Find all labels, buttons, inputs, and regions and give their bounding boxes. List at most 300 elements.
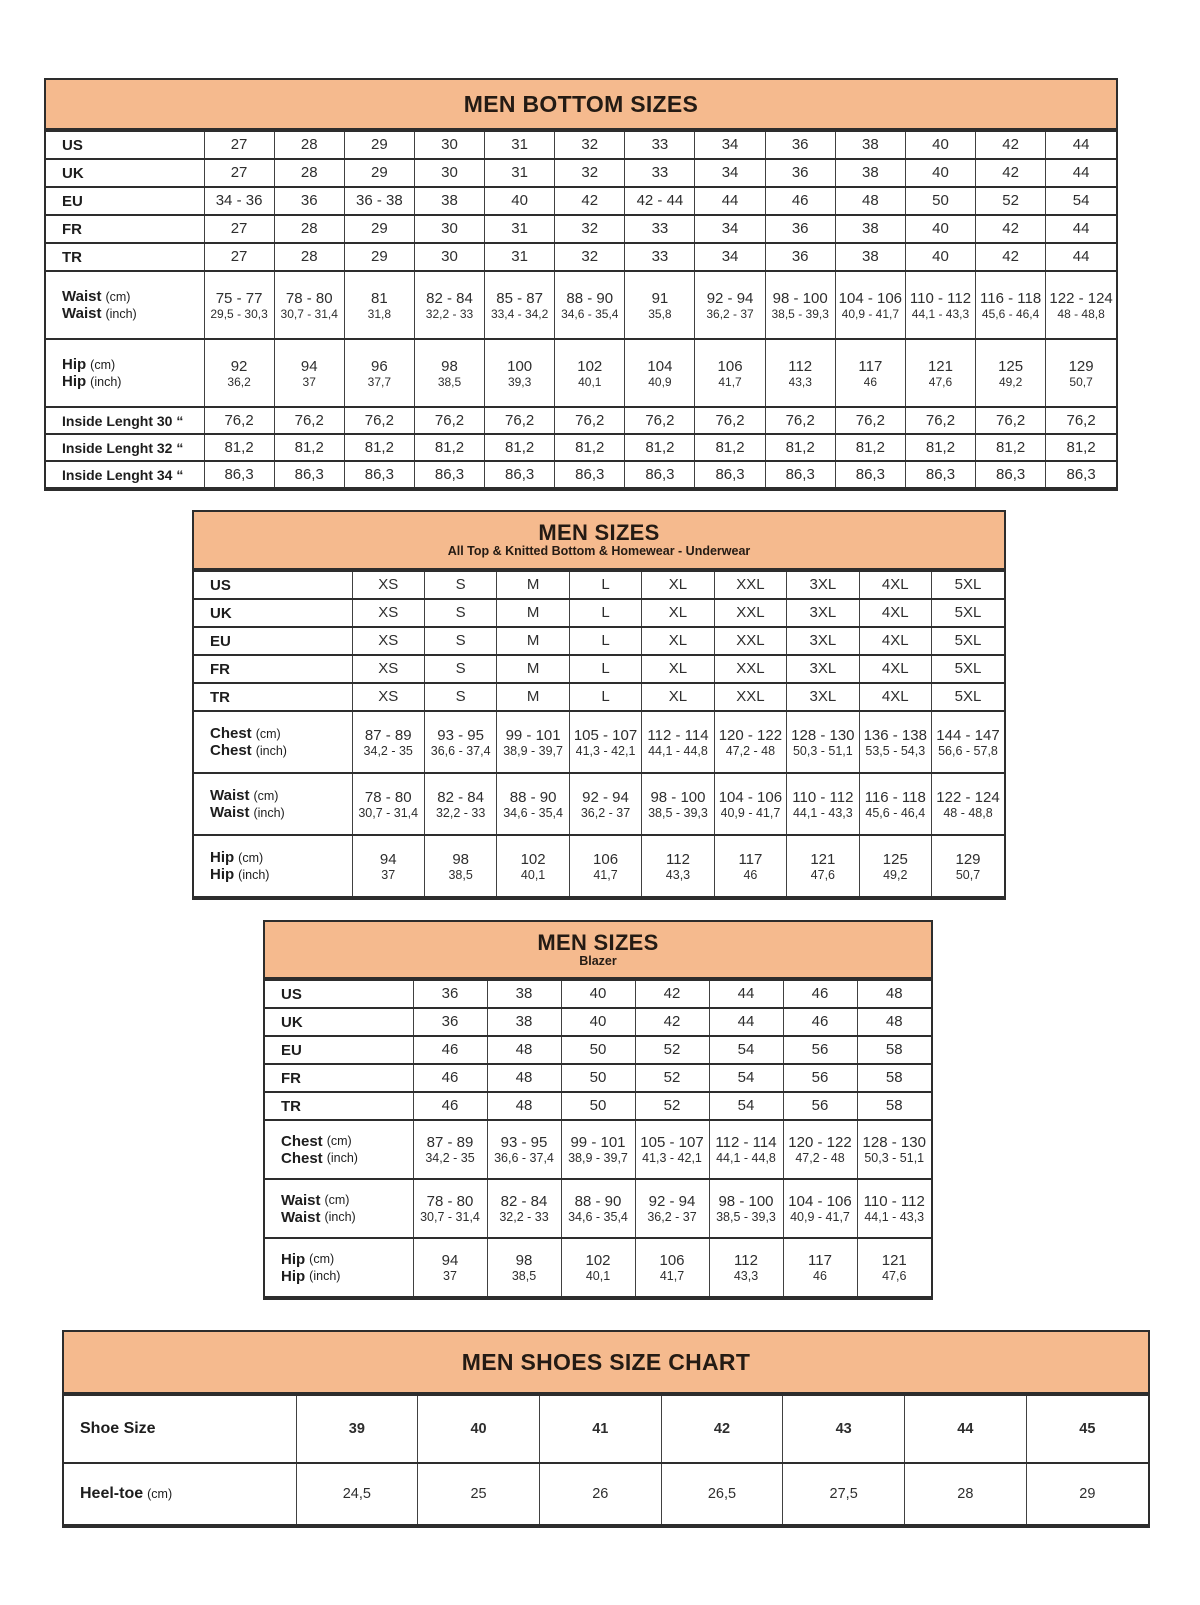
cell-value: 94 [441, 1252, 459, 1269]
row-label-top [281, 1133, 413, 1150]
row-label-unit: (inch) [255, 743, 287, 758]
value-cell [561, 1092, 635, 1120]
men-shoes-size-chart-grid [64, 1394, 1148, 1526]
cell-top [414, 1252, 487, 1269]
cell-value: 48 [515, 1097, 533, 1114]
row-label-text: Hip [62, 356, 87, 373]
value-cell [625, 434, 695, 461]
row-label-text: Inside Lenght 30 “ [62, 412, 184, 429]
value-cell [344, 461, 414, 488]
cell-value: 33 [651, 164, 669, 181]
cell-value: 34,2 - 35 [363, 743, 413, 758]
cell-value: 32 [581, 248, 599, 265]
value-cell [783, 1238, 857, 1297]
cell-bottom [414, 1151, 487, 1165]
row-label-cell [194, 571, 352, 599]
row-label-unit: (inch) [324, 1210, 356, 1224]
row-label-cell [265, 1064, 413, 1092]
row-label-cell [265, 1008, 413, 1036]
value-cell [497, 835, 569, 897]
cell-value: 86,3 [364, 465, 394, 483]
cell-bottom [976, 375, 1045, 389]
cell-bottom [642, 868, 713, 882]
cell-value: 76,2 [575, 411, 605, 429]
value-cell [714, 599, 786, 627]
cell-value: 54 [737, 1041, 755, 1058]
cell-bottom [275, 307, 344, 321]
men-bottom-sizes-table [44, 78, 1118, 491]
table-row [46, 339, 1116, 407]
row-label [281, 1070, 413, 1087]
cell-value: 3XL [809, 688, 837, 705]
cell-value: 36,2 - 37 [647, 1210, 697, 1224]
cell-value: 94 [300, 357, 318, 375]
row-label [210, 605, 352, 622]
cell-value: 29 [1079, 1486, 1096, 1502]
value-cell [204, 243, 274, 271]
value-cell [835, 187, 905, 215]
cell-bottom [695, 307, 764, 321]
cell-value: 86,3 [575, 465, 605, 483]
value-cell [344, 271, 414, 339]
row-label-cell [64, 1395, 296, 1463]
cell-value: 30 [441, 220, 458, 237]
table-header [194, 512, 1004, 570]
cell-value: 37 [381, 867, 396, 882]
cell-value: 40 [589, 985, 607, 1002]
cell-value: 37 [443, 1269, 457, 1283]
value-cell [274, 407, 344, 434]
row-label [62, 288, 130, 305]
row-label-bottom [281, 1268, 413, 1285]
cell-bottom [784, 1210, 857, 1224]
value-cell [709, 1120, 783, 1179]
cell-top [784, 1134, 857, 1151]
row-label-text: US [210, 576, 231, 594]
row-label-top [210, 787, 352, 804]
value-cell [905, 187, 975, 215]
value-cell [424, 655, 496, 683]
value-cell [625, 243, 695, 271]
cell-value: 34,6 - 35,4 [568, 1210, 628, 1224]
value-cell [274, 159, 344, 187]
cell-value: 34 [721, 248, 739, 265]
cell-value: 41,7 [659, 1269, 685, 1283]
value-cell [274, 187, 344, 215]
cell-top [710, 1193, 783, 1210]
cell-value: 106 [593, 850, 619, 868]
value-cell [905, 339, 975, 407]
value-cell [413, 1008, 487, 1036]
value-cell [424, 599, 496, 627]
cell-value: 42 [1002, 248, 1019, 265]
cell-top [766, 290, 835, 307]
cell-value: 76,2 [715, 411, 745, 429]
row-label-unit: (cm) [326, 1134, 352, 1148]
cell-bottom [555, 307, 624, 321]
cell-bottom [414, 1210, 487, 1224]
row-label-text: FR [62, 220, 82, 238]
value-cell [497, 655, 569, 683]
cell-value: 38 [515, 1013, 533, 1030]
value-cell [424, 571, 496, 599]
cell-top [625, 290, 694, 307]
value-cell [487, 1092, 561, 1120]
cell-top [906, 358, 975, 375]
cell-top [715, 851, 786, 868]
row-label-cell [46, 215, 204, 243]
cell-value: 33,4 - 34,2 [490, 306, 549, 321]
value-cell [561, 1179, 635, 1238]
cell-bottom [858, 1269, 932, 1283]
cell-value: 44 [1072, 220, 1090, 237]
value-cell [976, 339, 1046, 407]
value-cell [661, 1463, 783, 1525]
row-label-unit: (cm) [238, 850, 264, 865]
cell-value: 40 [932, 136, 949, 153]
row-label-text: UK [281, 1013, 303, 1031]
cell-value: 98 - 100 [718, 1193, 774, 1210]
row-label [281, 1014, 413, 1031]
row-label [281, 1150, 358, 1167]
cell-value: 36 [791, 220, 809, 237]
row-label [80, 1420, 296, 1438]
value-cell [569, 599, 641, 627]
value-cell [485, 461, 555, 488]
cell-value: 81,2 [645, 438, 675, 456]
cell-top [642, 727, 713, 744]
value-cell [714, 655, 786, 683]
row-label [62, 467, 204, 483]
cell-value: 56 [811, 1069, 829, 1086]
value-cell [414, 187, 484, 215]
cell-bottom [1046, 307, 1116, 321]
value-cell [414, 339, 484, 407]
cell-value: 117 [738, 850, 763, 868]
cell-value: 106 [717, 357, 743, 375]
cell-value: S [455, 632, 466, 649]
cell-bottom [415, 375, 484, 389]
row-label [210, 866, 269, 883]
row-label-unit: (cm) [90, 357, 116, 372]
row-label [210, 725, 281, 742]
cell-top [787, 789, 858, 806]
value-cell [835, 131, 905, 159]
value-cell [714, 627, 786, 655]
value-cell [414, 461, 484, 488]
cell-value: 44 [737, 1013, 755, 1030]
cell-value: 78 - 80 [285, 289, 333, 307]
row-label-cell [265, 1120, 413, 1179]
cell-value: 56,6 - 57,8 [938, 743, 998, 758]
cell-value: 85 - 87 [496, 289, 543, 307]
value-cell [344, 339, 414, 407]
cell-value: 5XL [954, 604, 982, 621]
value-cell [695, 187, 765, 215]
cell-value: 27 [230, 248, 248, 265]
value-cell [274, 461, 344, 488]
cell-value: 30 [441, 164, 458, 181]
value-cell [765, 271, 835, 339]
row-label-text: Hip [62, 373, 87, 390]
value-cell [932, 627, 1005, 655]
cell-top [488, 1193, 561, 1210]
row-label-unit: (inch) [253, 805, 285, 820]
value-cell [976, 461, 1046, 488]
cell-value: 48 [861, 192, 879, 209]
value-cell [695, 339, 765, 407]
value-cell [859, 655, 931, 683]
table-header [64, 1332, 1148, 1394]
value-cell [1026, 1395, 1148, 1463]
cell-value: 36,2 - 37 [706, 306, 754, 321]
cell-value: 44 [737, 985, 755, 1002]
value-cell [905, 271, 975, 339]
cell-value: 125 [882, 850, 908, 868]
value-cell [424, 773, 496, 835]
table-title: MEN SIZES [537, 929, 659, 955]
row-label-text: Inside Lenght 34 “ [62, 466, 184, 483]
value-cell [765, 461, 835, 488]
cell-value: 86,3 [1066, 465, 1096, 483]
value-cell [625, 187, 695, 215]
cell-value: 50 [589, 1097, 607, 1114]
cell-value: 54 [1072, 192, 1090, 209]
value-cell [569, 835, 641, 897]
cell-value: 81 [371, 289, 388, 307]
row-label-text: Chest [281, 1149, 323, 1167]
cell-value: 40 [932, 220, 949, 237]
row-label-cell [46, 243, 204, 271]
row-label-text: Hip [281, 1250, 306, 1268]
row-label-text: UK [210, 604, 232, 622]
cell-top [695, 290, 764, 307]
row-label-text: US [62, 136, 83, 154]
cell-top [497, 789, 568, 806]
cell-bottom [488, 1210, 561, 1224]
value-cell [1046, 407, 1116, 434]
row-label-cell [46, 339, 204, 407]
cell-value: 36 [791, 248, 809, 265]
cell-value: 30 [441, 136, 458, 153]
value-cell [497, 599, 569, 627]
cell-value: L [601, 632, 610, 649]
row-label-text: Waist [62, 305, 102, 322]
cell-top [710, 1134, 783, 1151]
value-cell [642, 683, 714, 711]
value-cell [485, 407, 555, 434]
value-cell [413, 1092, 487, 1120]
row-label [62, 137, 204, 154]
cell-bottom [715, 868, 786, 882]
cell-value: 48 [515, 1069, 533, 1086]
value-cell [352, 627, 424, 655]
cell-value: 32 [581, 164, 599, 181]
cell-value: 42 [581, 192, 599, 209]
cell-bottom [710, 1151, 783, 1165]
cell-top [636, 1134, 709, 1151]
cell-value: 43,3 [788, 374, 812, 389]
cell-value: 92 - 94 [706, 289, 754, 307]
cell-value: 76,2 [785, 411, 815, 429]
value-cell [859, 683, 931, 711]
cell-value: 46 [441, 1069, 459, 1086]
cell-bottom [488, 1269, 561, 1283]
row-label-cell [46, 131, 204, 159]
row-label-cell [46, 434, 204, 461]
cell-bottom [860, 806, 931, 820]
cell-value: L [601, 576, 610, 593]
value-cell [714, 711, 786, 773]
cell-top [353, 727, 424, 744]
cell-value: 47,6 [928, 374, 953, 389]
cell-value: 38,5 - 39,3 [648, 805, 708, 820]
row-label [210, 577, 352, 594]
cell-value: 98 - 100 [650, 788, 706, 806]
row-label-unit: (inch) [90, 374, 122, 389]
value-cell [344, 215, 414, 243]
row-label-cell [194, 655, 352, 683]
row-label-cell [265, 980, 413, 1008]
cell-bottom [570, 806, 641, 820]
cell-value: 30,7 - 31,4 [358, 805, 419, 820]
cell-value: 110 - 112 [863, 1193, 925, 1210]
cell-value: 48 - 48,8 [943, 805, 993, 820]
cell-value: 4XL [881, 576, 909, 593]
value-cell [765, 407, 835, 434]
value-cell [274, 243, 344, 271]
cell-value: S [455, 688, 466, 705]
cell-top [932, 851, 1004, 868]
value-cell [274, 131, 344, 159]
value-cell [783, 1120, 857, 1179]
cell-value: 50 [932, 192, 949, 209]
value-cell [497, 773, 569, 835]
cell-value: 47,6 [810, 867, 836, 882]
cell-value: 58 [885, 1069, 903, 1086]
cell-value: 38,5 [448, 867, 473, 882]
cell-value: 112 [734, 1252, 758, 1269]
cell-value: 41,3 - 42,1 [575, 743, 636, 758]
value-cell [976, 434, 1046, 461]
cell-top [1046, 358, 1116, 375]
table-row [46, 461, 1116, 488]
value-cell [569, 655, 641, 683]
cell-bottom [860, 744, 931, 758]
cell-bottom [715, 806, 786, 820]
value-cell [561, 1064, 635, 1092]
table-row [194, 835, 1004, 897]
row-label [281, 1268, 340, 1285]
cell-value: 46 [743, 867, 758, 882]
row-label-text: TR [281, 1097, 301, 1115]
cell-value: 5XL [954, 688, 982, 705]
value-cell [1046, 131, 1116, 159]
cell-value: 44,1 - 43,3 [864, 1210, 925, 1224]
cell-value: 41,3 - 42,1 [642, 1151, 702, 1165]
row-label [210, 804, 285, 821]
cell-value: 86,3 [294, 465, 324, 483]
cell-value: 56 [811, 1041, 829, 1058]
cell-value: 76,2 [996, 411, 1026, 429]
cell-top [205, 358, 274, 375]
value-cell [204, 407, 274, 434]
cell-value: 40,1 [585, 1269, 611, 1283]
cell-value: 87 - 89 [426, 1134, 474, 1151]
value-cell [204, 271, 274, 339]
value-cell [555, 461, 625, 488]
cell-value: 121 [881, 1252, 907, 1269]
value-cell [765, 187, 835, 215]
cell-bottom [836, 375, 905, 389]
cell-value: 42 [713, 1421, 731, 1437]
cell-value: 3XL [809, 632, 837, 649]
value-cell [635, 980, 709, 1008]
value-cell [485, 271, 555, 339]
cell-value: 50 [589, 1041, 607, 1058]
cell-value: 42 [1002, 136, 1019, 153]
cell-value: 38,9 - 39,7 [503, 743, 563, 758]
cell-value: 45,6 - 46,4 [981, 306, 1040, 321]
cell-value: 105 - 107 [573, 726, 638, 744]
cell-value: 38 [515, 985, 533, 1002]
cell-value: 47,2 - 48 [725, 743, 776, 758]
cell-value: 125 [998, 357, 1024, 375]
value-cell [695, 159, 765, 187]
cell-bottom [1046, 375, 1116, 389]
cell-value: 31 [511, 136, 528, 153]
cell-bottom [555, 375, 624, 389]
cell-value: 117 [858, 357, 883, 375]
cell-bottom [858, 1210, 932, 1224]
cell-value: 36 [300, 192, 318, 209]
cell-value: 81,2 [294, 438, 324, 456]
cell-bottom [414, 1269, 487, 1283]
row-label-top [210, 849, 352, 866]
value-cell [709, 1179, 783, 1238]
table-row [64, 1395, 1148, 1463]
value-cell [835, 159, 905, 187]
value-cell [783, 1179, 857, 1238]
cell-value: XXL [736, 688, 765, 705]
value-cell [555, 215, 625, 243]
row-label-cell [46, 461, 204, 488]
row-label-bottom [210, 866, 352, 883]
cell-value: 42 - 44 [636, 192, 684, 209]
value-cell [835, 271, 905, 339]
cell-value: 116 - 118 [864, 788, 926, 806]
cell-top [932, 789, 1004, 806]
cell-value: 40,9 - 41,7 [720, 805, 781, 820]
cell-value: 81,2 [715, 438, 745, 456]
cell-value: 43,3 [665, 867, 691, 882]
cell-value: 38 [441, 192, 458, 209]
row-label-cell [194, 627, 352, 655]
cell-value: 112 - 114 [715, 1134, 777, 1151]
cell-value: 121 [810, 850, 836, 868]
value-cell [835, 434, 905, 461]
cell-top [555, 290, 624, 307]
cell-top [787, 851, 858, 868]
row-label-top [281, 1192, 413, 1209]
row-label [62, 356, 115, 373]
cell-bottom [642, 806, 713, 820]
value-cell [714, 571, 786, 599]
value-cell [555, 159, 625, 187]
cell-value: 28 [300, 248, 318, 265]
value-cell [932, 773, 1005, 835]
value-cell [485, 187, 555, 215]
